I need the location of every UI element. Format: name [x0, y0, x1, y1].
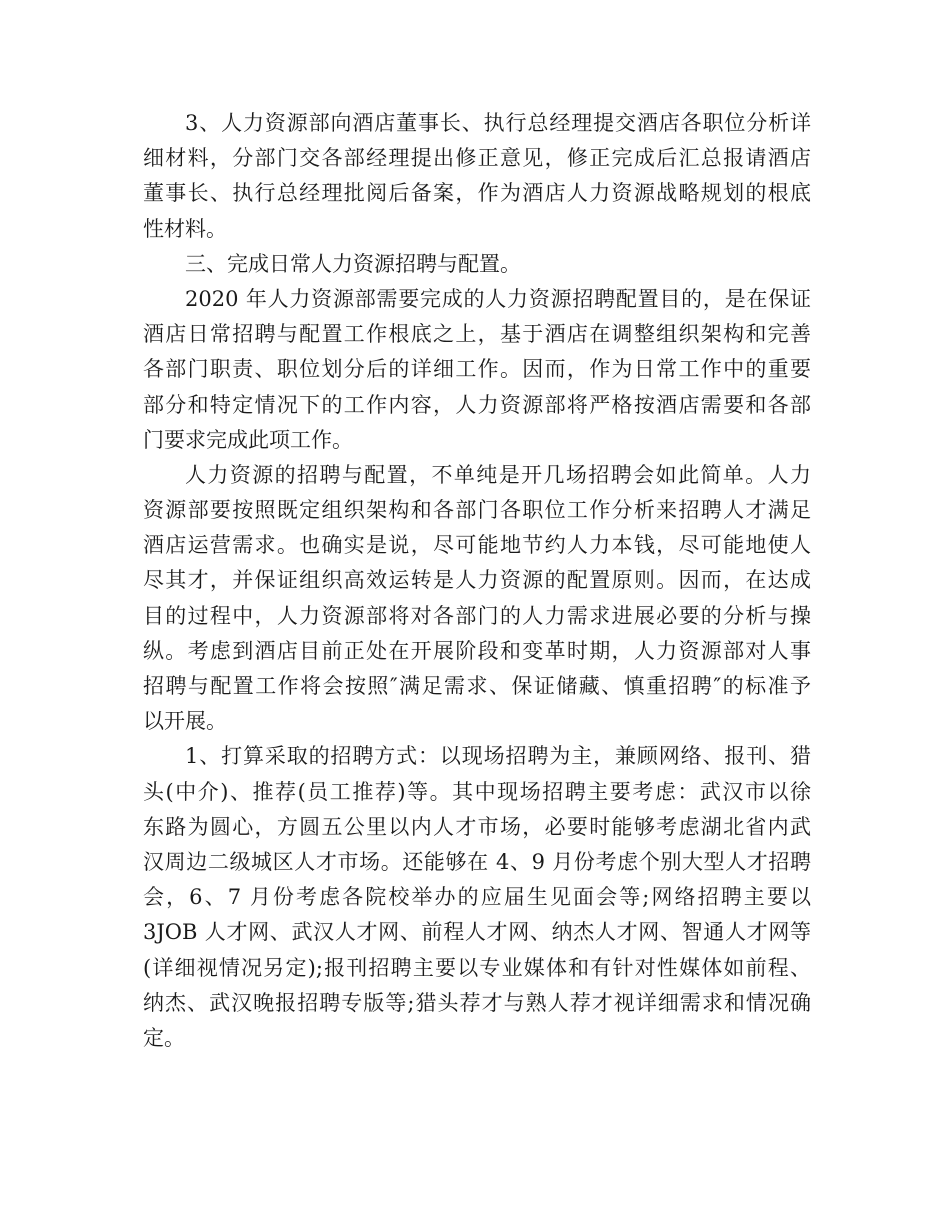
text-line: 细材料，分部门交各部经理提出修正意见，修正完成后汇总报请酒店: [143, 146, 811, 171]
text-line: 酒店运营需求。也确实是说，尽可能地节约人力本钱，尽可能地使人: [143, 533, 811, 558]
text-line: 1、打算采取的招聘方式：以现场招聘为主，兼顾网络、报刊、猎: [185, 744, 811, 769]
text-line: 人力资源的招聘与配置，不单纯是开几场招聘会如此简单。人力: [185, 462, 811, 487]
text-line: 董事长、执行总经理批阅后备案，作为酒店人力资源战略规划的根底: [143, 181, 811, 206]
text-line: 目的过程中，人力资源部将对各部门的人力需求进展必要的分析与操: [143, 603, 811, 628]
text-line: (详细视情况另定);报刊招聘主要以专业媒体和有针对性媒体如前程、: [143, 955, 811, 980]
text-line: 纵。考虑到酒店目前正处在开展阶段和变革时期，人力资源部对人事: [143, 638, 811, 663]
text-line: 酒店日常招聘与配置工作根底之上，基于酒店在调整组织架构和完善: [143, 322, 811, 347]
text-line: 汉周边二级城区人才市场。还能够在 4、9 月份考虑个别大型人才招聘: [143, 849, 811, 874]
text-line: 纳杰、武汉晚报招聘专版等;猎头荐才与熟人荐才视详细需求和情况确: [143, 990, 811, 1015]
text-line: 尽其才，并保证组织高效运转是人力资源的配置原则。因而，在达成: [143, 568, 811, 593]
text-line: 头(中介)、推荐(员工推荐)等。其中现场招聘主要考虑：武汉市以徐: [143, 779, 811, 804]
section-heading: 三、完成日常人力资源招聘与配置。: [185, 251, 521, 276]
text-line: 招聘与配置工作将会按照″满足需求、保证储藏、慎重招聘″的标准予: [143, 674, 811, 698]
text-line: 3、人力资源部向酒店董事长、执行总经理提交酒店各职位分析详: [185, 111, 811, 135]
text-line: 门要求完成此项工作。: [143, 427, 353, 452]
text-line: 定。: [143, 1025, 185, 1050]
text-line: 部分和特定情况下的工作内容，人力资源部将严格按酒店需要和各部: [143, 392, 811, 417]
text-line: 会，6、7 月份考虑各院校举办的应届生见面会等;网络招聘主要以: [143, 885, 811, 910]
text-line: 性材料。: [143, 216, 227, 241]
document-page: [143, 106, 811, 1056]
text-line: 各部门职责、职位划分后的详细工作。因而，作为日常工作中的重要: [143, 357, 811, 382]
text-line: 以开展。: [143, 709, 227, 734]
text-line: 东路为圆心，方圆五公里以内人才市场，必要时能够考虑湖北省内武: [143, 814, 811, 839]
text-line: 3JOB 人才网、武汉人才网、前程人才网、纳杰人才网、智通人才网等: [143, 920, 811, 945]
text-line: 资源部要按照既定组织架构和各部门各职位工作分析来招聘人才满足: [143, 498, 811, 523]
text-line: 2020 年人力资源部需要完成的人力资源招聘配置目的，是在保证: [185, 286, 811, 311]
